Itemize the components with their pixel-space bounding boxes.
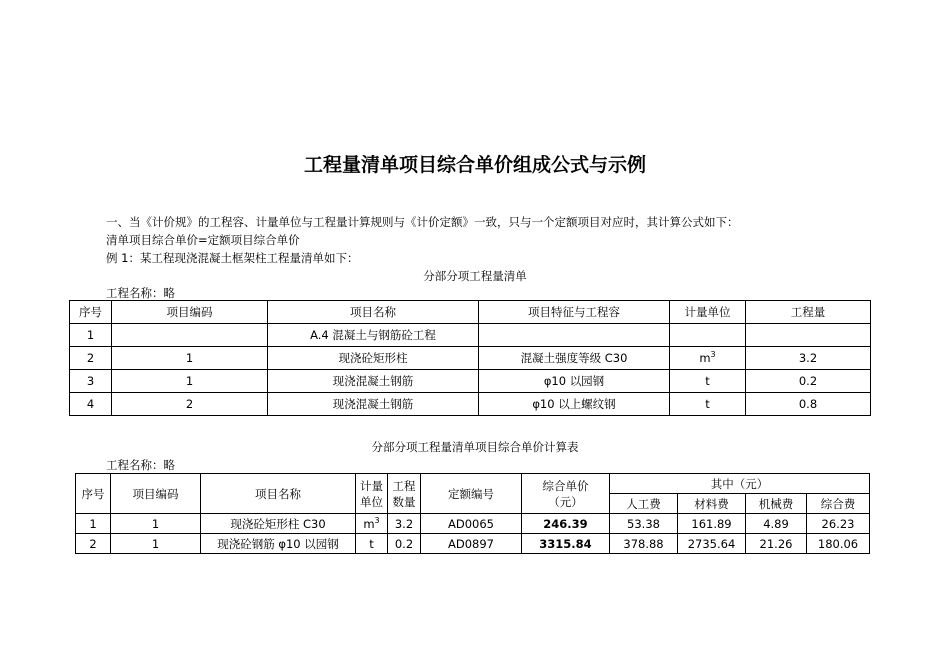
cell-name: 现浇混凝土钢筋 — [268, 370, 479, 393]
table-row — [70, 347, 871, 370]
cell-labor: 378.88 — [610, 534, 678, 554]
cell-quota: AD0065 — [421, 514, 522, 534]
cell-unit — [356, 514, 388, 534]
cell-unit: t — [670, 393, 746, 416]
intro-line-3: 例 1：某工程现浇混凝土框架柱工程量清单如下： — [106, 251, 359, 265]
cell-name: 现浇砼矩形柱 — [268, 347, 479, 370]
cell-qty: 0.8 — [746, 393, 871, 416]
cell-machine: 4.89 — [746, 514, 807, 534]
table2-caption: 分部分项工程量清单项目综合单价计算表 — [371, 440, 579, 454]
header-unit — [356, 474, 388, 514]
cell-feature: φ10 以上螺纹钢 — [479, 393, 670, 416]
cell-name: 现浇砼矩形柱 C30 — [201, 514, 356, 534]
header-unit-bottom: 单位 — [360, 494, 383, 509]
header-cell: 项目编码 — [112, 301, 268, 324]
cell-unit: t — [356, 534, 388, 554]
header-cell: 项目特征与工程容 — [479, 301, 670, 324]
cell-feature: 混凝土强度等级 C30 — [479, 347, 670, 370]
header-qty — [388, 474, 421, 514]
header-unit-top: 计量 — [360, 478, 383, 493]
cell-feature — [479, 324, 670, 347]
cell-name: A.4 混凝土与钢筋砼工程 — [268, 324, 479, 347]
cell-material: 161.89 — [678, 514, 746, 534]
cell-overhead: 180.06 — [807, 534, 870, 554]
cell-qty: 0.2 — [388, 534, 421, 554]
cell-code: 2 — [112, 393, 268, 416]
header-name: 项目名称 — [201, 474, 356, 514]
unit-superscript: 3 — [374, 515, 380, 525]
cell-unit: t — [670, 370, 746, 393]
header-cell: 计量单位 — [670, 301, 746, 324]
header-machine: 机械费 — [746, 494, 807, 514]
cell-no: 2 — [70, 347, 112, 370]
cell-unit — [670, 324, 746, 347]
unit-price-calculation-table — [75, 473, 870, 554]
table-row — [76, 534, 870, 554]
cell-material: 2735.64 — [678, 534, 746, 554]
cell-no: 3 — [70, 370, 112, 393]
unit-superscript: 3 — [710, 350, 716, 360]
header-cell: 工程量 — [746, 301, 871, 324]
cell-unit — [670, 347, 746, 370]
header-overhead: 综合费 — [807, 494, 870, 514]
table-header-row — [70, 301, 871, 324]
header-among: 其中（元） — [610, 474, 870, 494]
table-row — [70, 370, 871, 393]
cell-overhead: 26.23 — [807, 514, 870, 534]
unit-text: m — [699, 351, 711, 365]
table-row — [70, 324, 871, 347]
header-no: 序号 — [76, 474, 111, 514]
header-cell: 序号 — [70, 301, 112, 324]
cell-quota: AD0897 — [421, 534, 522, 554]
table-row — [76, 514, 870, 534]
table-row — [70, 393, 871, 416]
cell-code: 1 — [112, 370, 268, 393]
cell-code: 1 — [111, 534, 201, 554]
cell-qty — [746, 324, 871, 347]
cell-qty: 3.2 — [746, 347, 871, 370]
unit-text: m — [363, 516, 375, 531]
document-title: 工程量清单项目综合单价组成公式与示例 — [303, 154, 646, 176]
header-price-top: 综合单价 — [542, 478, 589, 493]
header-qty-bottom: 数量 — [392, 494, 416, 509]
header-code: 项目编码 — [111, 474, 201, 514]
cell-code: 1 — [112, 347, 268, 370]
cell-qty: 3.2 — [388, 514, 421, 534]
table1-project-name: 工程名称：略 — [106, 286, 175, 300]
table1-caption: 分部分项工程量清单 — [423, 269, 527, 283]
cell-qty: 0.2 — [746, 370, 871, 393]
cell-price: 3315.84 — [522, 534, 610, 554]
cell-name: 现浇砼钢筋 φ10 以园钢 — [201, 534, 356, 554]
header-qty-top: 工程 — [392, 478, 416, 493]
header-material: 材料费 — [678, 494, 746, 514]
intro-line-1: 一、当《计价规》的工程容、计量单位与工程量计算规则与《计价定额》一致，只与一个定额项目对应时，其计算公式如下： — [106, 215, 739, 229]
cell-price: 246.39 — [522, 514, 610, 534]
header-price — [522, 474, 610, 514]
cell-feature: φ10 以园钢 — [479, 370, 670, 393]
header-price-bottom: （元） — [548, 494, 583, 509]
cell-no: 2 — [76, 534, 111, 554]
table2-project-name: 工程名称：略 — [106, 458, 175, 472]
cell-name: 现浇混凝土钢筋 — [268, 393, 479, 416]
intro-line-2: 清单项目综合单价=定额项目综合单价 — [106, 233, 300, 247]
cell-code: 1 — [111, 514, 201, 534]
header-labor: 人工费 — [610, 494, 678, 514]
bill-of-quantities-table — [69, 300, 871, 416]
cell-no: 4 — [70, 393, 112, 416]
cell-code — [112, 324, 268, 347]
cell-labor: 53.38 — [610, 514, 678, 534]
table-header-row — [76, 474, 870, 494]
cell-no: 1 — [70, 324, 112, 347]
cell-no: 1 — [76, 514, 111, 534]
cell-machine: 21.26 — [746, 534, 807, 554]
header-quota: 定额编号 — [421, 474, 522, 514]
header-cell: 项目名称 — [268, 301, 479, 324]
